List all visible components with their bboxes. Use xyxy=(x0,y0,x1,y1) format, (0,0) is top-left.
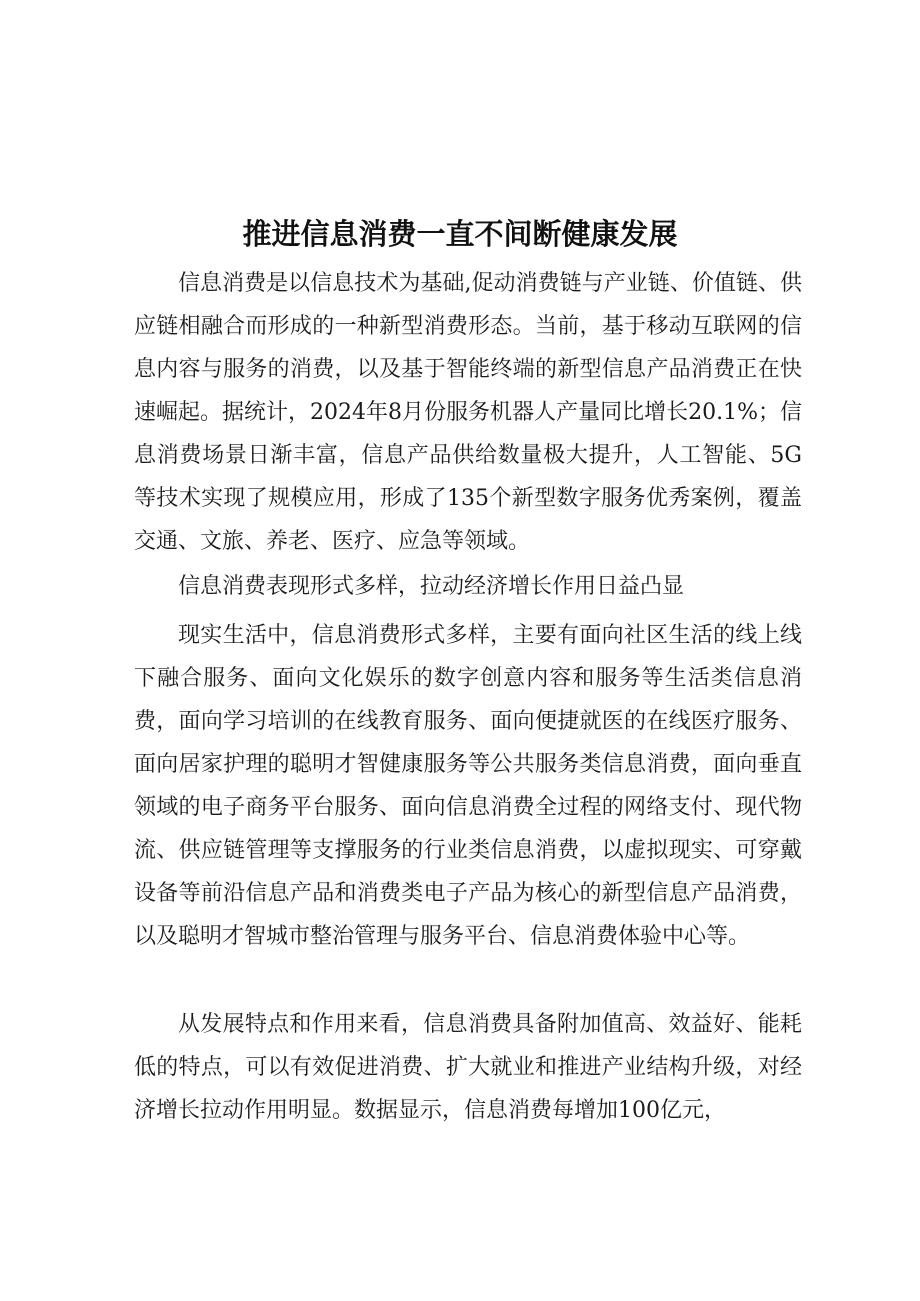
section-heading: 信息消费表现形式多样，拉动经济增长作用日益凸显 xyxy=(178,574,685,599)
paragraph-effects: 从发展特点和作用来看，信息消费具备附加值高、效益好、能耗低的特点，可以有效促进消费、扩大就业和推进产业结构升级，对经济增长拉动作用明显。数据显示，信息消费每增加100亿元， xyxy=(134,1012,802,1123)
paragraph-forms: 现实生活中，信息消费形式多样，主要有面向社区生活的线上线下融合服务、面向文化娱乐的数字创意内容和服务等生活类信息消费，面向学习培训的在线教育服务、面向便捷就医的在线医疗服务、面向居家护理的聪明才智健康服务等公共服务类信息消费，面向垂直领域的电子商务平台服务、面向信息消费全过程的网络支付、现代物流、供应链管理等支撑服务的行业类信息消费，以虚拟现实、可穿戴设备等前沿信息产品和消费类电子产品为核心的新型信息产品消费，以及聪明才智城市整治管理与服务平台、信息消费体验中心等。 xyxy=(134,623,802,949)
document-title: 推进信息消费一直不间断健康发展 xyxy=(242,217,678,251)
paragraph-intro: 信息消费是以信息技术为基础,促动消费链与产业链、价值链、供应链相融合而形成的一种新型消费形态。当前，基于移动互联网的信息内容与服务的消费，以及基于智能终端的新型信息产品消费正在快速崛起。据统计，2024年8月份服务机器人产量同比增长20.1%；信息消费场景日渐丰富，信息产品供给数量极大提升，人工智能、5G等技术实现了规模应用，形成了135个新型数字服务优秀案例，覆盖交通、文旅、养老、医疗、应急等领域。 xyxy=(134,271,802,554)
